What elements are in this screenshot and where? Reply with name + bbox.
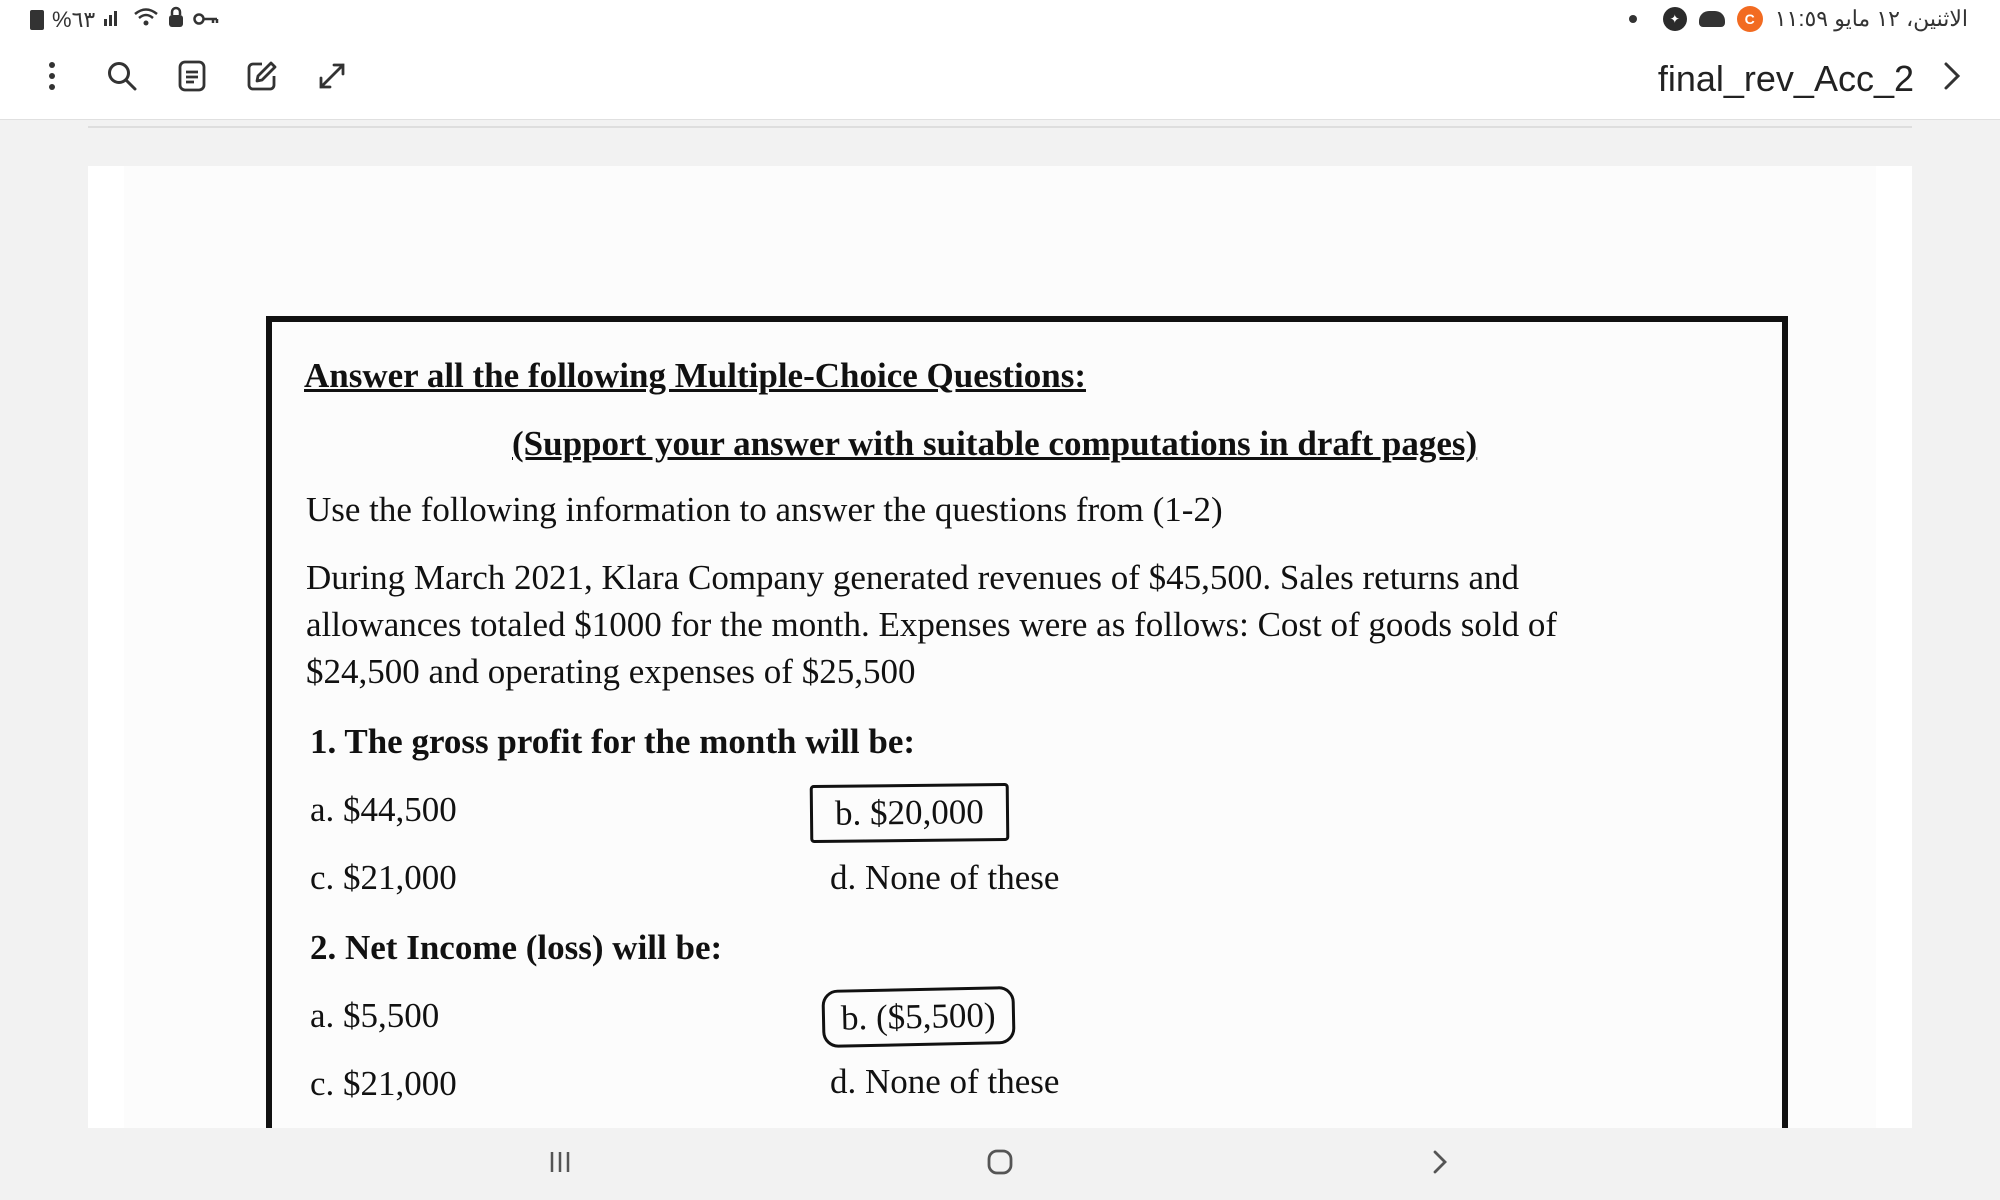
question-2: 2. Net Income (loss) will be: bbox=[310, 928, 723, 967]
status-datetime: الاثنين، ١٢ مايو ١١:٥٩ bbox=[1774, 6, 1968, 31]
scanned-page bbox=[124, 166, 1876, 1128]
battery-percent: %٦٣ bbox=[52, 7, 96, 32]
toolbar-actions bbox=[30, 56, 354, 100]
q1-option-c: c. $21,000 bbox=[310, 858, 457, 897]
expand-arrows-icon bbox=[317, 61, 347, 96]
page-heading: Answer all the following Multiple-Choice Questions: bbox=[304, 356, 1086, 395]
edit-button[interactable] bbox=[240, 56, 284, 100]
back-button[interactable] bbox=[1930, 56, 1974, 100]
chevron-right-icon bbox=[1431, 1148, 1449, 1181]
divider bbox=[88, 126, 1912, 128]
chevron-right-icon bbox=[1942, 60, 1962, 97]
signal-icon bbox=[103, 7, 125, 33]
system-back-button[interactable] bbox=[1410, 1140, 1470, 1188]
more-options-button[interactable] bbox=[30, 56, 74, 100]
lock-icon bbox=[167, 6, 185, 34]
document-title: final_rev_Acc_2 bbox=[1657, 58, 1914, 99]
reader-toolbar bbox=[0, 40, 2000, 120]
home-button[interactable] bbox=[970, 1140, 1030, 1188]
home-icon bbox=[985, 1147, 1015, 1182]
status-right bbox=[1629, 6, 1968, 32]
outline-button[interactable] bbox=[170, 56, 214, 100]
key-icon bbox=[193, 7, 219, 33]
status-bar bbox=[0, 0, 2000, 40]
battery-icon bbox=[30, 10, 44, 30]
cloud-icon bbox=[1699, 11, 1725, 27]
search-icon bbox=[106, 60, 138, 97]
edit-pencil-icon bbox=[246, 60, 278, 97]
q1-option-b-boxed: b. $20,000 bbox=[810, 783, 1009, 843]
wifi-icon bbox=[133, 7, 159, 33]
instruction-text: Use the following information to answer the questions from (1-2) bbox=[306, 490, 1223, 529]
recent-apps-icon bbox=[546, 1149, 574, 1180]
fullscreen-button[interactable] bbox=[310, 56, 354, 100]
q1-option-d: d. None of these bbox=[830, 858, 1060, 897]
more-vertical-icon bbox=[47, 61, 57, 96]
paragraph-line: allowances totaled $1000 for the month. Expenses were as follows: Cost of goods sold of bbox=[306, 605, 1558, 644]
paragraph-line: $24,500 and operating expenses of $25,500 bbox=[306, 652, 916, 691]
q2-option-d: d. None of these bbox=[830, 1062, 1060, 1101]
q2-option-a: a. $5,500 bbox=[310, 996, 440, 1035]
question-1: 1. The gross profit for the month will be: bbox=[310, 722, 916, 761]
document-list-icon bbox=[177, 60, 207, 97]
search-button[interactable] bbox=[100, 56, 144, 100]
page-subheading: (Support your answer with suitable computations in draft pages) bbox=[512, 424, 1478, 463]
q2-option-c: c. $21,000 bbox=[310, 1064, 457, 1103]
app-notification-icon: ✦ bbox=[1663, 7, 1687, 31]
q2-option-b-circled: b. ($5,500) bbox=[821, 986, 1015, 1048]
status-left bbox=[30, 6, 219, 34]
q1-option-a: a. $44,500 bbox=[310, 790, 457, 829]
system-navigation-bar bbox=[0, 1128, 2000, 1200]
notification-dot bbox=[1629, 15, 1637, 23]
app-badge-icon: C bbox=[1737, 6, 1763, 32]
problem-paragraph bbox=[306, 554, 1746, 695]
recent-apps-button[interactable] bbox=[530, 1140, 590, 1188]
paragraph-line: During March 2021, Klara Company generated revenues of $45,500. Sales returns and bbox=[306, 558, 1519, 597]
document-page[interactable] bbox=[88, 166, 1912, 1128]
